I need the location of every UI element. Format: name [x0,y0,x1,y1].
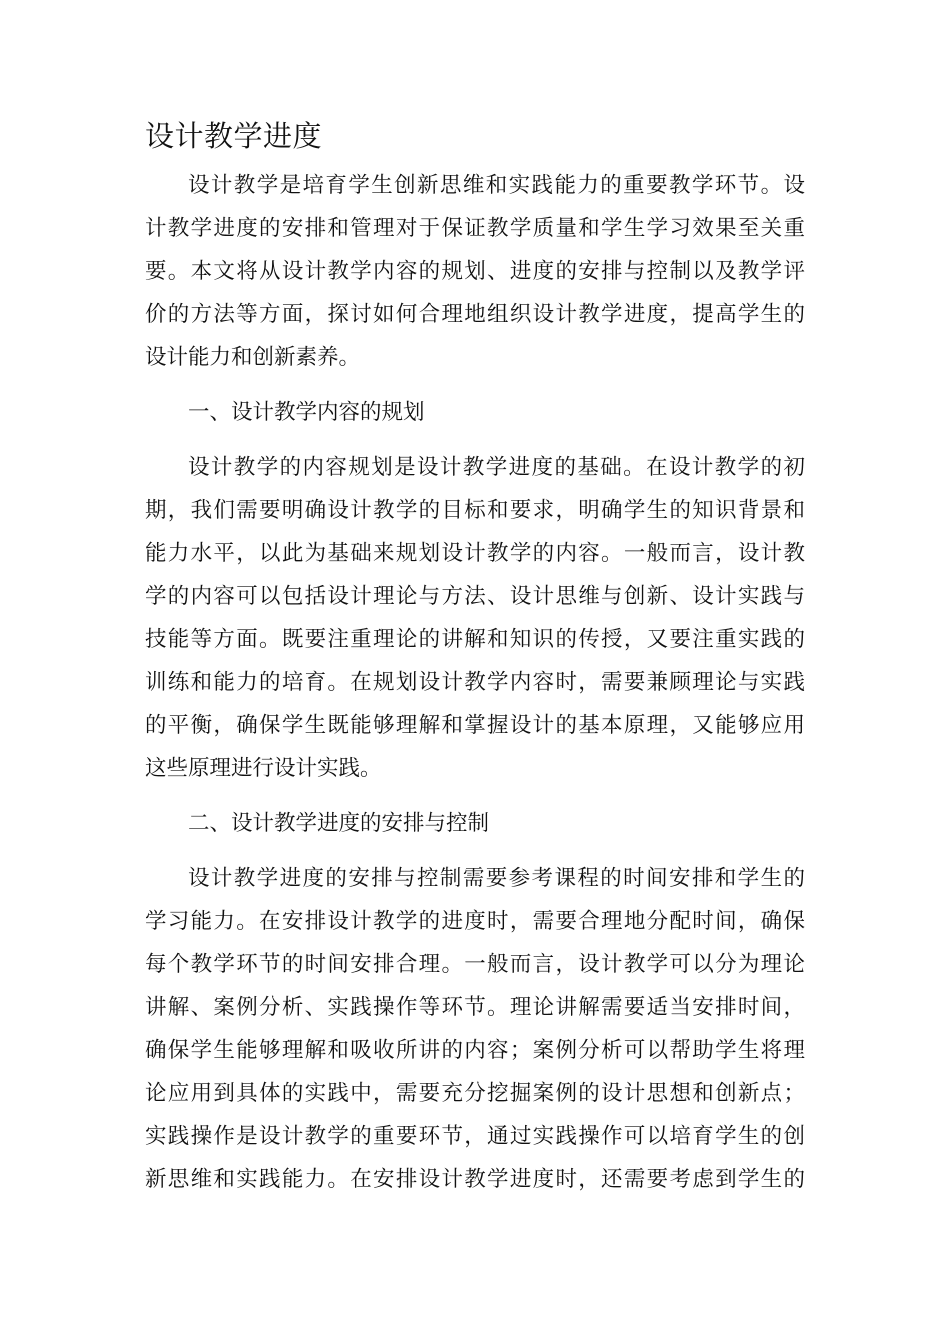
section-1-line: 训练和能力的培育。在规划设计教学内容时，需要兼顾理论与实践 [145,670,805,695]
intro-line: 设计能力和创新素养。 [145,345,361,370]
section-1-line: 的平衡，确保学生既能够理解和掌握设计的基本原理，又能够应用 [145,713,805,738]
intro-line: 设计教学是培育学生创新思维和实践能力的重要教学环节。设 [188,173,805,198]
section-1-line: 能力水平，以此为基础来规划设计教学的内容。一般而言，设计教 [145,541,805,566]
section-1-line: 技能等方面。既要注重理论的讲解和知识的传授，又要注重实践的 [145,627,805,652]
section-2-line: 每个教学环节的时间安排合理。一般而言，设计教学可以分为理论 [145,952,805,977]
section-2-line: 学习能力。在安排设计教学的进度时，需要合理地分配时间，确保 [145,909,805,934]
section-1-line: 设计教学的内容规划是设计教学进度的基础。在设计教学的初 [188,455,805,480]
page-title: 设计教学进度 [145,119,323,153]
intro-line: 价的方法等方面，探讨如何合理地组织设计教学进度，提高学生的 [145,302,805,327]
section-1-line: 期，我们需要明确设计教学的目标和要求，明确学生的知识背景和 [145,498,805,523]
section-1-heading: 一、设计教学内容的规划 [188,400,425,425]
section-2-line: 讲解、案例分析、实践操作等环节。理论讲解需要适当安排时间， [145,995,805,1020]
intro-line: 计教学进度的安排和管理对于保证教学质量和学生学习效果至关重 [145,216,805,241]
section-2-line: 新思维和实践能力。在安排设计教学进度时，还需要考虑到学生的 [145,1167,805,1192]
section-2-line: 实践操作是设计教学的重要环节，通过实践操作可以培育学生的创 [145,1124,805,1149]
section-2-line: 确保学生能够理解和吸收所讲的内容；案例分析可以帮助学生将理 [145,1038,805,1063]
intro-line: 要。本文将从设计教学内容的规划、进度的安排与控制以及教学评 [145,259,805,284]
section-1-line: 这些原理进行设计实践。 [145,756,382,781]
section-2-heading: 二、设计教学进度的安排与控制 [188,811,490,836]
section-1-line: 学的内容可以包括设计理论与方法、设计思维与创新、设计实践与 [145,584,805,609]
section-2-line: 论应用到具体的实践中，需要充分挖掘案例的设计思想和创新点； [145,1081,805,1106]
section-2-line: 设计教学进度的安排与控制需要参考课程的时间安排和学生的 [188,866,805,891]
